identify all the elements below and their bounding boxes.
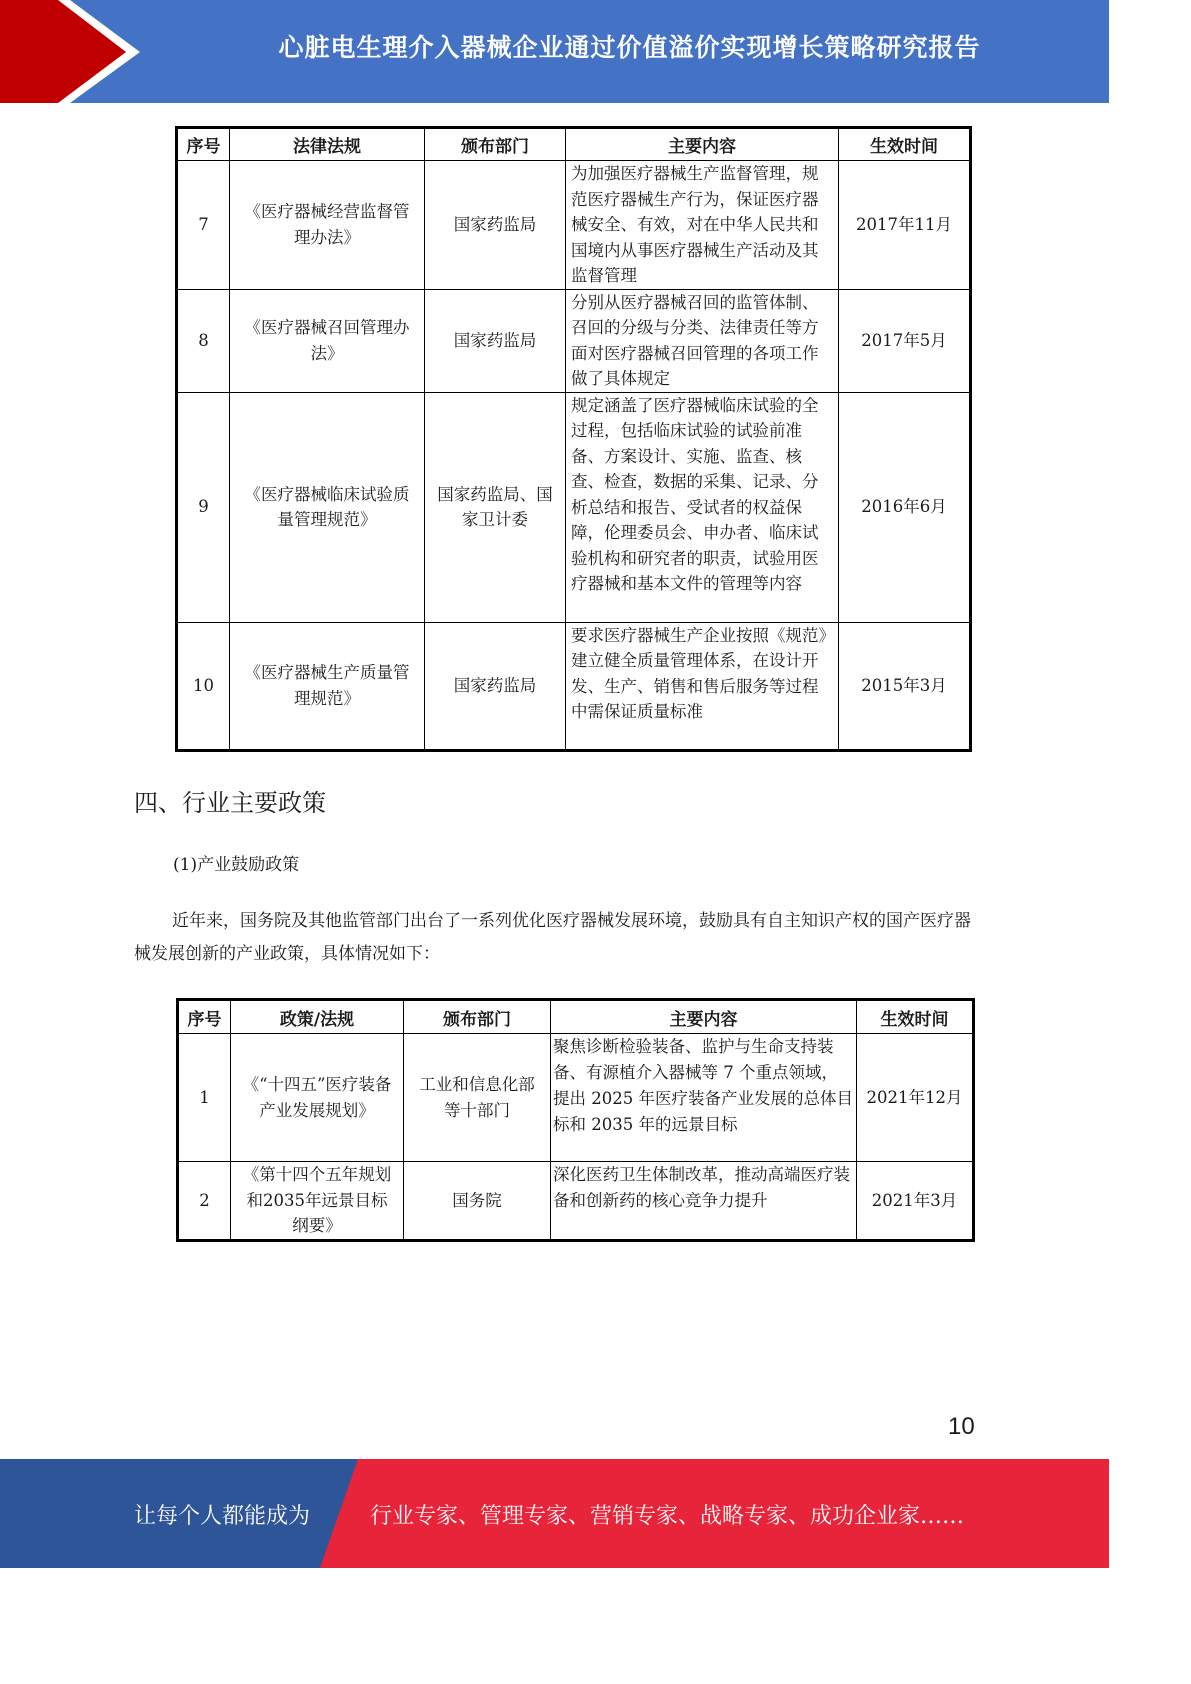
issuing-department: 国务院 [404,1162,551,1241]
column-header: 政策/法规 [231,1000,404,1034]
table-header-row [178,1000,974,1034]
issuing-department: 国家药监局 [425,622,566,750]
effective-date: 2021年3月 [857,1162,974,1241]
table-row [178,1034,974,1162]
table-row [177,622,971,750]
policies-table [176,998,975,1242]
column-header: 生效时间 [857,1000,974,1034]
table-header-row [177,128,971,161]
row-number: 9 [177,392,230,622]
page-number: 10 [948,1413,975,1440]
table-row [177,161,971,290]
effective-date: 2015年3月 [839,622,971,750]
regulation-name: 《医疗器械经营监督管理办法》 [230,161,425,290]
issuing-department: 国家药监局 [425,161,566,290]
main-content: 深化医药卫生体制改革，推动高端医疗装备和创新药的核心竞争力提升 [551,1162,857,1241]
main-content: 规定涵盖了医疗器械临床试验的全过程，包括临床试验的试验前准备、方案设计、实施、监查、核查、检查，数据的采集、记录、分析总结和报告、受试者的权益保障，伦理委员会、申办者、临床试验机构和研究者的职责，试验用医疗器械和基本文件的管理等内容 [566,392,839,622]
row-number: 8 [177,289,230,392]
issuing-department: 国家药监局、国家卫计委 [425,392,566,622]
subsection-heading: (1)产业鼓励政策 [173,855,300,875]
column-header: 法律法规 [230,128,425,161]
effective-date: 2017年11月 [839,161,971,290]
policy-name: 《第十四个五年规划和2035年远景目标纲要》 [231,1162,404,1241]
column-header: 生效时间 [839,128,971,161]
column-header: 颁布部门 [404,1000,551,1034]
row-number: 2 [178,1162,231,1241]
section-heading: 四、行业主要政策 [134,789,326,817]
page-header [0,0,1109,103]
effective-date: 2017年5月 [839,289,971,392]
footer-slogan-text: 行业专家、管理专家、营销专家、战略专家、成功企业家…… [370,1504,965,1529]
main-content: 分别从医疗器械召回的监管体制、召回的分级与分类、法律责任等方面对医疗器械召回管理的各项工作做了具体规定 [566,289,839,392]
table-row [177,289,971,392]
column-header: 主要内容 [566,128,839,161]
column-header: 主要内容 [551,1000,857,1034]
issuing-department: 国家药监局 [425,289,566,392]
policy-name: 《“十四五”医疗装备产业发展规划》 [231,1034,404,1162]
main-content: 聚焦诊断检验装备、监护与生命支持装备、有源植介入器械等 7 个重点领域，提出 2025 年医疗装备产业发展的总体目标和 2035 年的远景目标 [551,1034,857,1162]
regulation-name: 《医疗器械生产质量管理规范》 [230,622,425,750]
effective-date: 2016年6月 [839,392,971,622]
regulation-name: 《医疗器械召回管理办法》 [230,289,425,392]
page-footer [0,1459,1109,1568]
main-content: 为加强医疗器械生产监督管理，规范医疗器械生产行为，保证医疗器械安全、有效，对在中华人民共和国境内从事医疗器械生产活动及其监督管理 [566,161,839,290]
column-header: 序号 [178,1000,231,1034]
footer-lead-text: 让每个人都能成为 [134,1504,311,1529]
column-header: 序号 [177,128,230,161]
table-row [178,1162,974,1241]
regulations-table [175,126,972,752]
report-title: 心脏电生理介入器械企业通过价值溢价实现增长策略研究报告 [278,33,981,62]
column-header: 颁布部门 [425,128,566,161]
row-number: 7 [177,161,230,290]
row-number: 10 [177,622,230,750]
body-paragraph [134,905,974,971]
main-content: 要求医疗器械生产企业按照《规范》建立健全质量管理体系，在设计开发、生产、销售和售后服务等过程中需保证质量标准 [566,622,839,750]
paragraph-text: 近年来，国务院及其他监管部门出台了一系列优化医疗器械发展环境，鼓励具有自主知识产权的国产医疗器械发展创新的产业政策，具体情况如下： [134,911,971,964]
issuing-department: 工业和信息化部等十部门 [404,1034,551,1162]
row-number: 1 [178,1034,231,1162]
effective-date: 2021年12月 [857,1034,974,1162]
regulation-name: 《医疗器械临床试验质量管理规范》 [230,392,425,622]
table-row [177,392,971,622]
header-arrow-decoration [0,0,150,103]
